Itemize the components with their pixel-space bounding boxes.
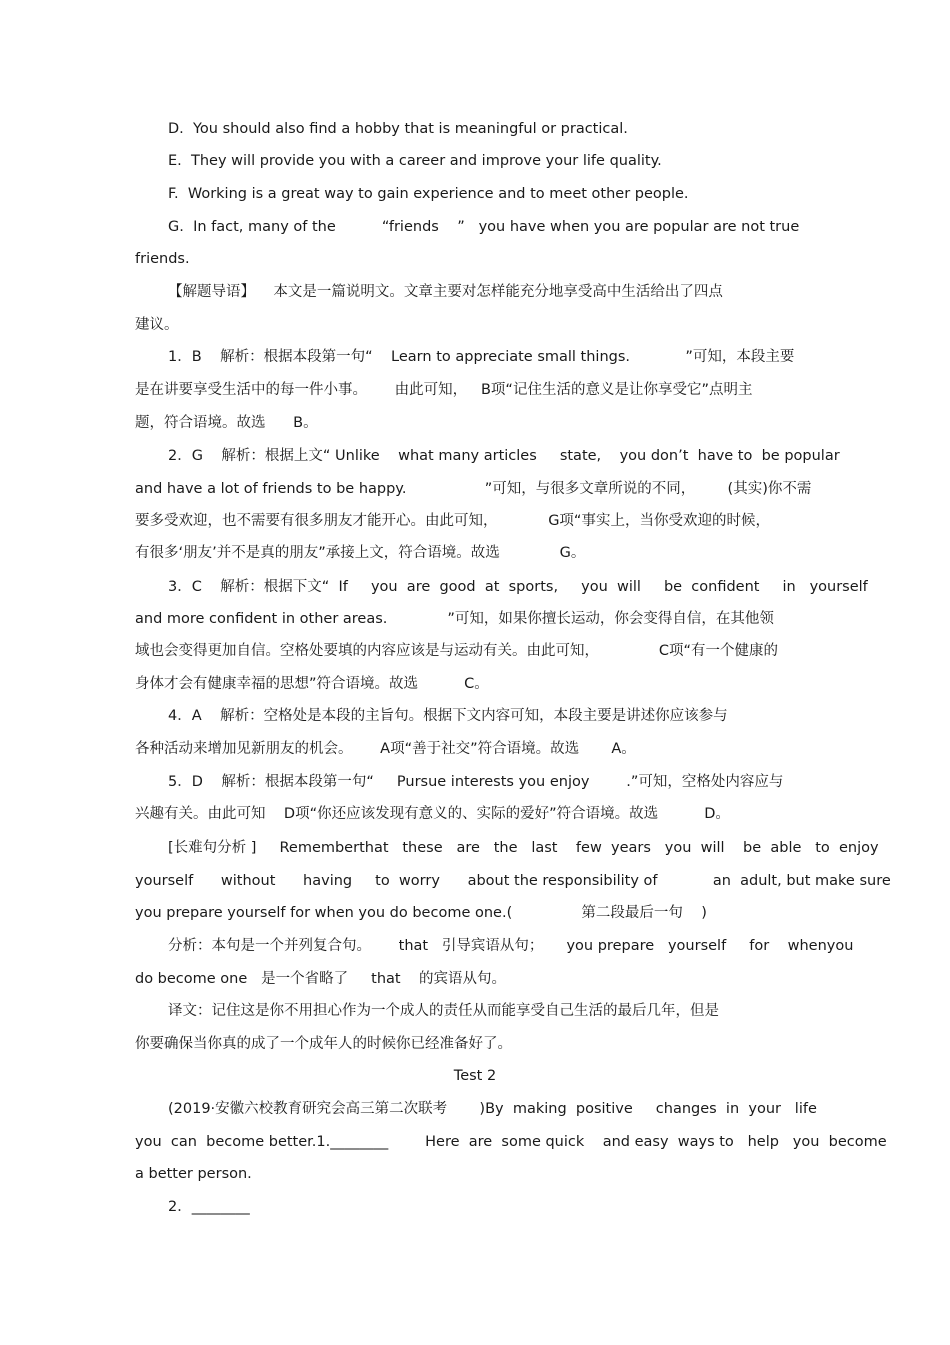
answer-3-cont-c: 身体才会有健康幸福的思想”符合语境。故选 C。 bbox=[135, 676, 489, 692]
sentence-analysis: [长难句分析 ] Rememberthat these are the last few years you will be able to enjoy bbox=[168, 840, 879, 856]
answer-4: 4．A 解析：空格处是本段的主旨句。根据下文内容可知，本段主要是讲述你应该参与 bbox=[168, 708, 728, 724]
answer-1-cont-a: 是在讲要享受生活中的每一件小事。 由此可知， B项“记住生活的意义是让你享受它”点明主 bbox=[135, 382, 753, 398]
translation: 译文：记住这是你不用担心作为一个成人的责任从而能享受自己生活的最后几年，但是 bbox=[168, 1003, 719, 1019]
answer-5: 5．D 解析：根据本段第一句“ Pursue interests you enjoy .”可知，空格处内容应与 bbox=[168, 774, 784, 790]
answer-1: 1．B 解析：根据本段第一句“ Learn to appreciate small things. ”可知，本段主要 bbox=[168, 349, 795, 365]
answer-3-cont-a: and more confident in other areas. ”可知，如果你擅长运动，你会变得自信，在其他领 bbox=[135, 611, 774, 627]
sentence-analysis-cont-a: yourself without having to worry about the responsibility of an adult, but make sure bbox=[135, 873, 891, 889]
passage-intro-cont-b: a better person. bbox=[135, 1166, 252, 1182]
option-g: G. In fact, many of the “friends ” you have when you are popular are not true bbox=[168, 219, 800, 235]
passage-intro-cont-a: you can become better.1.________ Here are some quick and easy ways to help you become bbox=[135, 1134, 887, 1150]
translation-cont: 你要确保当你真的成了一个成年人的时候你已经准备好了。 bbox=[135, 1036, 512, 1052]
option-e: E. They will provide you with a career and improve your life quality. bbox=[168, 153, 662, 169]
analysis-note-cont: do become one 是一个省略了 that 的宾语从句。 bbox=[135, 971, 507, 987]
answer-5-cont: 兴趣有关。由此可知 D项“你还应该发现有意义的、实际的爱好”符合语境。故选 D。 bbox=[135, 806, 730, 822]
blank-2: 2．________ bbox=[168, 1199, 250, 1215]
answer-2: 2．G 解析：根据上文“ Unlike what many articles state, you don’t have to be popular bbox=[168, 448, 840, 464]
answer-2-cont-c: 有很多‘朋友’并不是真的朋友”承接上文，符合语境。故选 G。 bbox=[135, 545, 586, 561]
answer-2-cont-b: 要多受欢迎，也不需要有很多朋友才能开心。由此可知， G项“事实上，当你受欢迎的时候， bbox=[135, 513, 770, 529]
answer-1-cont-b: 题，符合语境。故选 B。 bbox=[135, 415, 318, 431]
option-g-cont: friends. bbox=[135, 251, 190, 267]
answer-2-cont-a: and have a lot of friends to be happy. ”可知，与很多文章所说的不同， (其实)你不需 bbox=[135, 481, 812, 497]
answer-3: 3．C 解析：根据下文“ If you are good at sports, you will be confident in yourself bbox=[168, 579, 868, 595]
answer-3-cont-b: 域也会变得更加自信。空格处要填的内容应该是与运动有关。由此可知， C项“有一个健康的 bbox=[135, 643, 779, 659]
guide-cont: 建议。 bbox=[135, 317, 179, 333]
answer-4-cont: 各种活动来增加见新朋友的机会。 A项“善于社交”符合语境。故选 A。 bbox=[135, 741, 636, 757]
analysis-note: 分析：本句是一个并列复合句。 that 引导宾语从句； you prepare yourself for whenyou bbox=[168, 938, 854, 954]
passage-intro: (2019·安徽六校教育研究会高三第二次联考 )By making positive changes in your life bbox=[168, 1101, 817, 1117]
option-f: F. Working is a great way to gain experience and to meet other people. bbox=[168, 186, 689, 202]
guide-heading: 【解题导语】 本文是一篇说明文。文章主要对怎样能充分地享受高中生活给出了四点 bbox=[168, 284, 723, 300]
sentence-analysis-cont-b: you prepare yourself for when you do become one.( 第二段最后一句 ) bbox=[135, 905, 707, 921]
option-d: D. You should also find a hobby that is meaningful or practical. bbox=[168, 121, 628, 137]
test-title: Test 2 bbox=[453, 1068, 497, 1084]
